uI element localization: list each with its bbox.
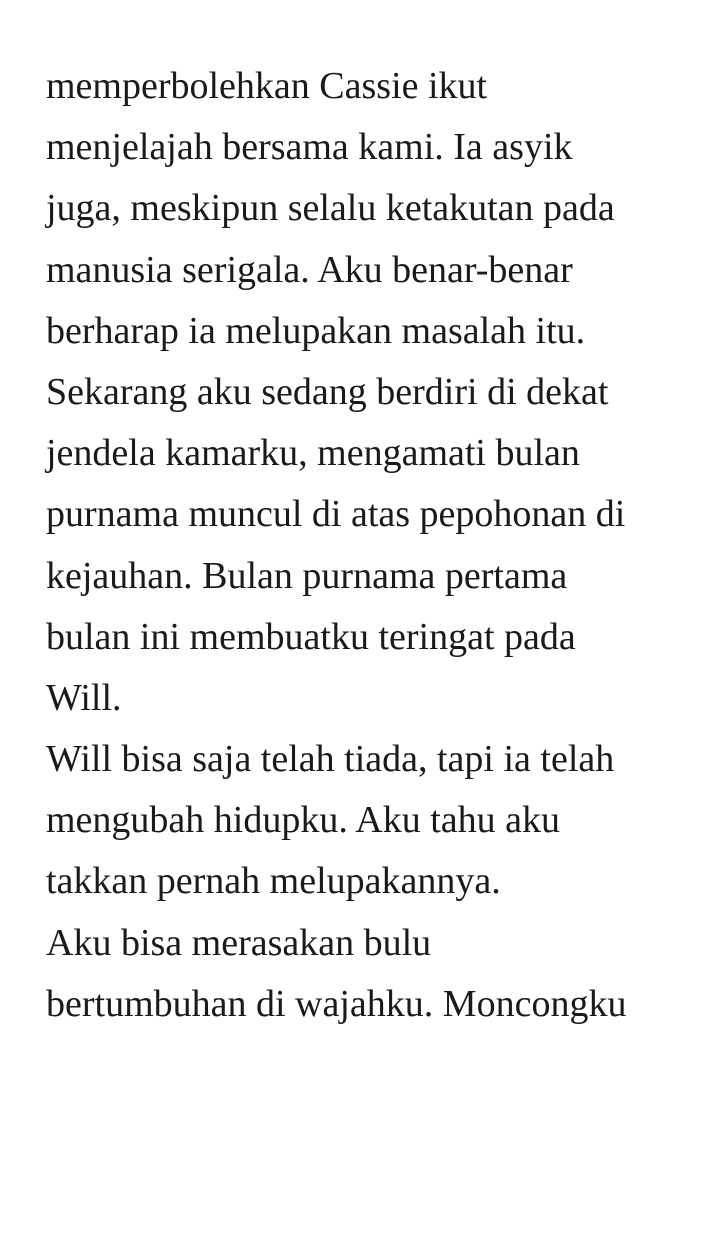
text-line: Aku bisa merasakan bulu xyxy=(46,921,432,964)
text-line: Will. xyxy=(46,676,122,719)
text-line: jendela kamarku, mengamati bulan xyxy=(46,432,580,475)
text-line: Sekarang aku sedang berdiri di dekat xyxy=(46,370,609,413)
text-line: juga, meskipun selalu ketakutan pada xyxy=(46,187,615,230)
text-line: bertumbuhan di wajahku. Moncongku xyxy=(46,982,627,1025)
text-line: bulan ini membuatku teringat pada xyxy=(46,615,576,658)
text-line: berharap ia melupakan masalah itu. xyxy=(46,309,586,352)
text-line: menjelajah bersama kami. Ia asyik xyxy=(46,126,573,169)
text-line: Will bisa saja telah tiada, tapi ia telah xyxy=(46,738,615,781)
text-line: kejauhan. Bulan purnama pertama xyxy=(46,554,568,597)
text-line: manusia serigala. Aku benar-benar xyxy=(46,248,573,291)
text-line: purnama muncul di atas pepohonan di xyxy=(46,493,626,536)
text-line: memperbolehkan Cassie ikut xyxy=(46,65,488,107)
text-line: takkan pernah melupakannya. xyxy=(46,860,501,903)
text-line: mengubah hidupku. Aku tahu aku xyxy=(46,799,560,842)
body-text xyxy=(46,56,720,1035)
